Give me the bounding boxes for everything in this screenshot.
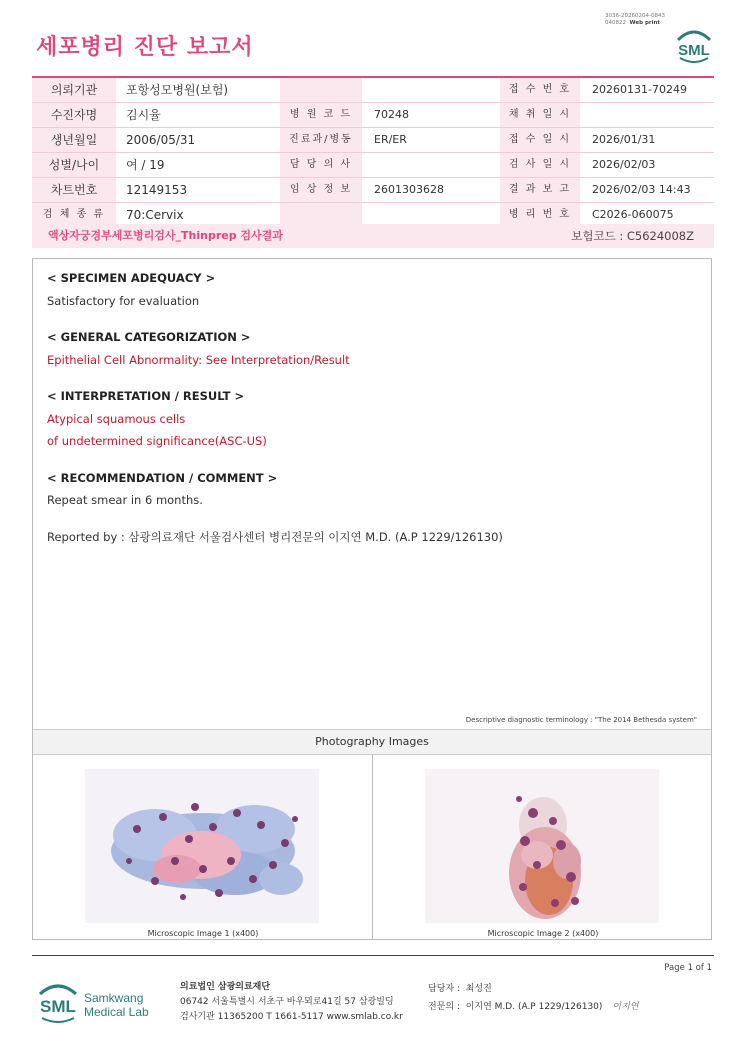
info-value: 2026/02/03 xyxy=(592,158,656,171)
image-2-caption: Microscopic Image 2 (x400) xyxy=(487,929,599,938)
image-1-caption: Microscopic Image 1 (x400) xyxy=(147,929,259,938)
info-value: 20260131-70249 xyxy=(592,83,687,96)
microscopic-image-2 xyxy=(425,769,659,923)
terminology-note: Descriptive diagnostic terminology : "The 2014 Bethesda system" xyxy=(465,716,697,724)
org-contact: 검사기관 11365200 T 1661-5117 www.smlab.co.kr xyxy=(180,1012,403,1022)
info-label xyxy=(280,78,362,102)
document-id xyxy=(605,13,665,27)
photo-divider xyxy=(372,754,373,939)
info-value: C2026-060075 xyxy=(592,208,674,221)
info-value: 70248 xyxy=(374,108,409,121)
category-text: Epithelial Cell Abnormality: See Interpretation/Result xyxy=(47,353,350,367)
info-label: 접 수 번 호 xyxy=(500,78,580,102)
adequacy-heading: < SPECIMEN ADEQUACY > xyxy=(47,271,216,285)
report-body xyxy=(32,258,712,940)
interpretation-line-1: Atypical squamous cells xyxy=(47,412,186,426)
footer-divider xyxy=(32,955,714,956)
info-value: 김시율 xyxy=(126,108,161,122)
info-value: ER/ER xyxy=(374,133,407,146)
doc-id-line2: 040822 xyxy=(605,20,626,26)
sml-logo-text: SML xyxy=(678,42,710,59)
org-address: 06742 서울특별시 서초구 바우뫼로41길 57 삼광빌딩 xyxy=(180,997,394,1007)
info-value: 2026/01/31 xyxy=(592,133,656,146)
info-row xyxy=(32,76,714,103)
info-label: 접 수 일 시 xyxy=(500,128,580,152)
recommendation-text: Repeat smear in 6 months. xyxy=(47,493,203,507)
info-value: 2601303628 xyxy=(374,183,444,196)
info-label: 생년월일 xyxy=(32,128,116,152)
page-title: 세포병리 진단 보고서 xyxy=(36,35,254,60)
info-value: 여 / 19 xyxy=(126,158,165,172)
staff-label: 담당자 : xyxy=(428,984,460,994)
info-label: 채 취 일 시 xyxy=(500,103,580,127)
info-label: 진료과/병동 xyxy=(280,128,362,152)
info-label: 담 당 의 사 xyxy=(280,153,362,177)
adequacy-text: Satisfactory for evaluation xyxy=(47,294,200,308)
recommendation-heading: < RECOMMENDATION / COMMENT > xyxy=(47,471,278,485)
staff-name: 최성진 xyxy=(465,984,492,994)
foot-logo-brand: SML xyxy=(40,997,76,1016)
interpretation-line-2: of undetermined significance(ASC-US) xyxy=(47,434,267,448)
org-name: 의료법인 삼광의료재단 xyxy=(180,982,271,992)
info-label: 수진자명 xyxy=(32,103,116,127)
patient-info-table xyxy=(32,76,714,229)
web-print-label: Web print xyxy=(629,20,661,26)
info-label: 병 리 번 호 xyxy=(500,203,580,227)
info-row xyxy=(32,128,714,153)
specialist-signature: 이지연 xyxy=(612,1002,639,1012)
info-label: 병 원 코 드 xyxy=(280,103,362,127)
info-row xyxy=(32,153,714,178)
interpretation-heading: < INTERPRETATION / RESULT > xyxy=(47,389,245,403)
info-label: 검 체 종 류 xyxy=(32,203,116,227)
info-row xyxy=(32,178,714,203)
info-value: 2026/02/03 14:43 xyxy=(592,183,691,196)
info-label: 성별/나이 xyxy=(32,153,116,177)
info-label: 차트번호 xyxy=(32,178,116,202)
info-label: 검 사 일 시 xyxy=(500,153,580,177)
organization-info xyxy=(180,980,403,1025)
test-name: 액상자궁경부세포병리검사_Thinprep 검사결과 xyxy=(48,229,283,242)
samkwang-logo xyxy=(36,980,166,1026)
specialist-name: 이지연 M.D. (A.P 1229/126130) xyxy=(465,1002,603,1012)
category-heading: < GENERAL CATEGORIZATION > xyxy=(47,330,251,344)
test-title-bar xyxy=(32,224,714,248)
page-number: Page 1 of 1 xyxy=(664,963,712,973)
photo-section-header: Photography Images xyxy=(33,729,711,755)
doc-id-line1: 3036-20260204-0843 xyxy=(605,13,665,19)
specialist-label: 전문의 : xyxy=(428,1002,460,1012)
microscopic-image-1 xyxy=(85,769,319,923)
info-value: 포항성모병원(보험) xyxy=(126,83,229,97)
info-label: 결 과 보 고 xyxy=(500,178,580,202)
info-row xyxy=(32,103,714,128)
sml-logo-icon xyxy=(672,26,716,64)
info-value: 12149153 xyxy=(126,183,188,197)
info-value: 2006/05/31 xyxy=(126,133,196,147)
insurance-code: 보험코드 : C5624008Z xyxy=(571,229,694,243)
info-label: 의뢰기관 xyxy=(32,78,116,102)
foot-logo-line2: Medical Lab xyxy=(84,1005,149,1019)
info-value: 70:Cervix xyxy=(126,208,184,222)
reported-by: Reported by : 삼광의료재단 서울검사센터 병리전문의 이지연 M.D. (A.P 1229/126130) xyxy=(47,530,503,544)
info-label: 임 상 정 보 xyxy=(280,178,362,202)
foot-logo-line1: Samkwang xyxy=(84,991,144,1005)
responsible-persons xyxy=(428,980,639,1016)
